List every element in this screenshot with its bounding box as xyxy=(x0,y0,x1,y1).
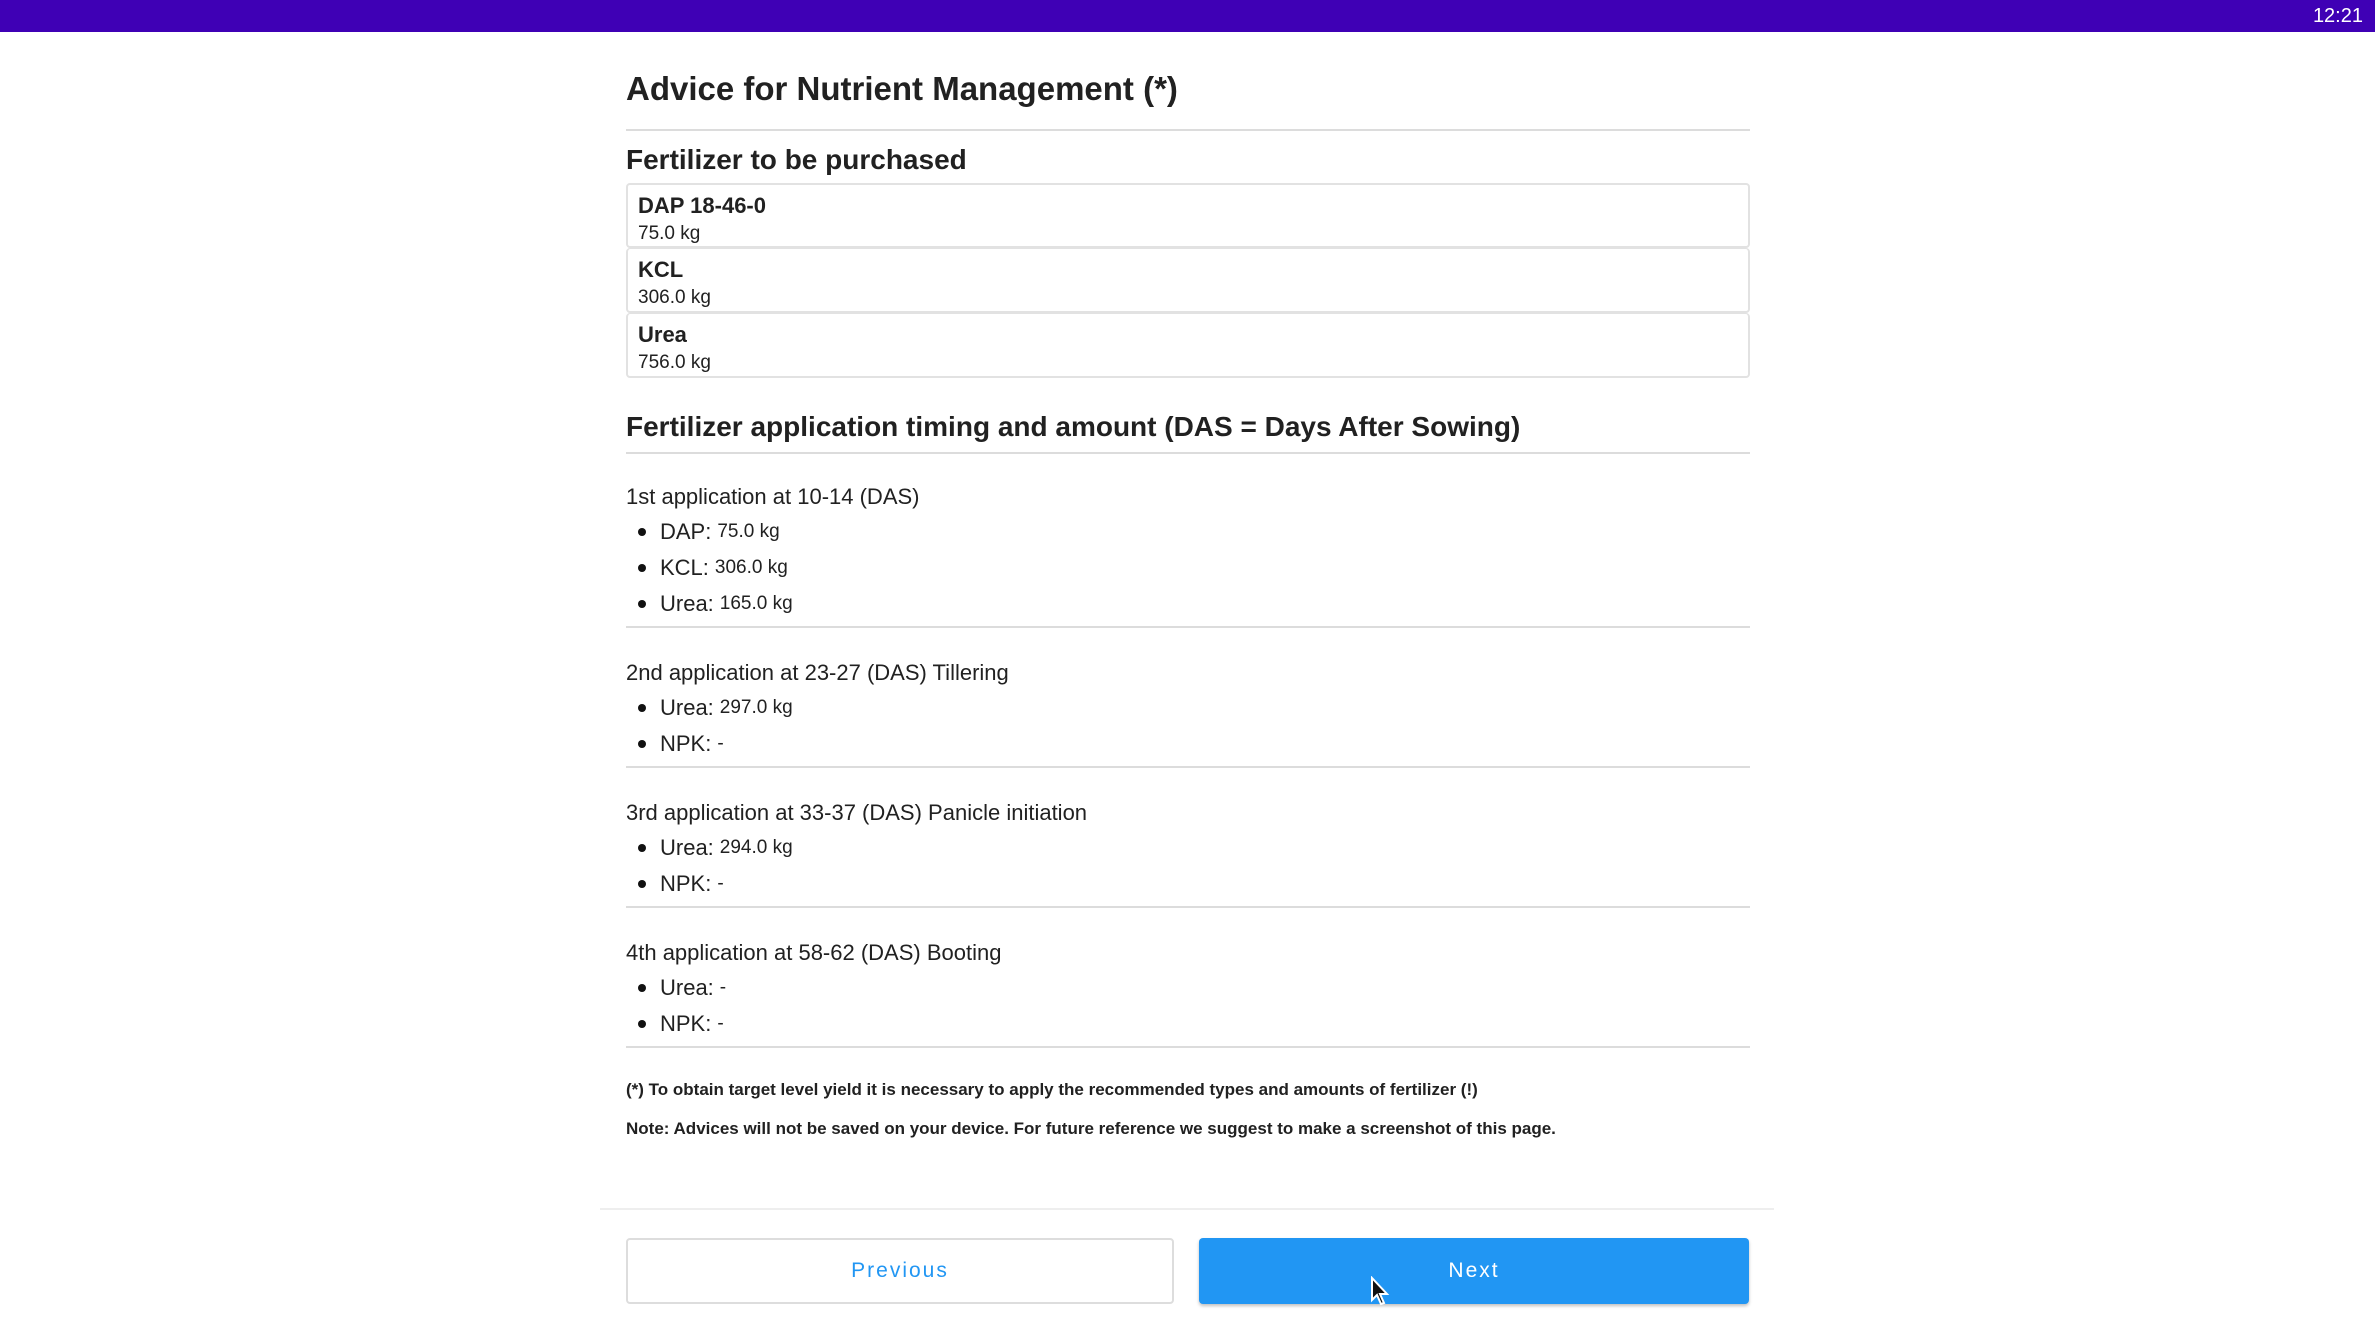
advice-content xyxy=(626,32,1750,1156)
target-yield-note: (*) To obtain target level yield it is necessary to apply the recommended types and amounts of fertilizer (!) xyxy=(626,1080,1478,1099)
application-block-2 xyxy=(626,628,1750,768)
item-label: KCL: xyxy=(660,555,709,580)
item-value: 297.0 kg xyxy=(719,697,793,718)
application-title: 1st application at 10-14 (DAS) xyxy=(626,484,920,509)
item-label: NPK: xyxy=(660,871,712,896)
list-item xyxy=(638,830,1750,866)
application-list xyxy=(626,970,1750,1042)
purchase-item-amount: 306.0 kg xyxy=(638,287,711,308)
bullet-icon xyxy=(638,740,646,748)
application-list xyxy=(626,830,1750,902)
purchase-item-urea xyxy=(626,313,1750,378)
bullet-icon xyxy=(638,880,646,888)
bullet-icon xyxy=(638,844,646,852)
item-label: Urea: xyxy=(660,975,714,1000)
item-label: Urea: xyxy=(660,591,714,616)
next-button[interactable]: Next xyxy=(1199,1238,1749,1304)
item-value: - xyxy=(717,873,724,894)
timing-section-title: Fertilizer application timing and amount (DAS = Days After Sowing) xyxy=(626,406,1750,454)
list-item xyxy=(638,1006,1750,1042)
bullet-icon xyxy=(638,984,646,992)
list-item xyxy=(638,726,1750,762)
item-value: 294.0 kg xyxy=(719,837,793,858)
list-item xyxy=(638,970,1750,1006)
list-item xyxy=(638,690,1750,726)
application-title: 4th application at 58-62 (DAS) Booting xyxy=(626,940,1002,965)
status-bar xyxy=(0,0,2375,32)
item-value: - xyxy=(719,977,727,998)
purchase-item-dap xyxy=(626,183,1750,248)
application-title: 3rd application at 33-37 (DAS) Panicle initiation xyxy=(626,800,1088,825)
list-item xyxy=(638,550,1750,586)
item-value: - xyxy=(717,1013,724,1034)
item-label: Urea: xyxy=(660,835,714,860)
item-label: NPK: xyxy=(660,1011,712,1036)
application-list xyxy=(626,690,1750,762)
item-value: - xyxy=(717,733,724,754)
save-note: Note: Advices will not be saved on your device. For future reference we suggest to make a screenshot of this page. xyxy=(626,1119,1556,1138)
purchase-item-amount: 756.0 kg xyxy=(638,352,711,373)
item-label: DAP: xyxy=(660,519,712,544)
status-time: 12:21 xyxy=(2312,5,2363,27)
application-list xyxy=(626,514,1750,622)
bullet-icon xyxy=(638,564,646,572)
item-value: 306.0 kg xyxy=(714,557,788,578)
purchase-item-kcl xyxy=(626,248,1750,313)
application-block-4 xyxy=(626,908,1750,1048)
purchase-item-name: Urea xyxy=(638,322,687,347)
notes xyxy=(626,1078,1750,1141)
item-label: NPK: xyxy=(660,731,712,756)
list-item xyxy=(638,866,1750,902)
bullet-icon xyxy=(638,1020,646,1028)
previous-button[interactable]: Previous xyxy=(626,1238,1174,1304)
item-value: 75.0 kg xyxy=(717,521,780,542)
page-title: Advice for Nutrient Management (*) xyxy=(626,59,1750,131)
bullet-icon xyxy=(638,528,646,536)
application-block-3 xyxy=(626,768,1750,908)
bullet-icon xyxy=(638,600,646,608)
purchase-item-name: KCL xyxy=(638,257,684,282)
purchase-item-name: DAP 18-46-0 xyxy=(638,193,766,218)
application-title: 2nd application at 23-27 (DAS) Tillering xyxy=(626,660,1009,685)
purchase-section-title: Fertilizer to be purchased xyxy=(626,144,967,175)
list-item xyxy=(638,586,1750,622)
purchase-item-amount: 75.0 kg xyxy=(638,223,701,244)
application-block-1 xyxy=(626,454,1750,628)
mouse-pointer-icon xyxy=(1370,1276,1390,1306)
list-item xyxy=(638,514,1750,550)
bullet-icon xyxy=(638,704,646,712)
purchase-list xyxy=(626,183,1750,378)
item-label: Urea: xyxy=(660,695,714,720)
footer-divider xyxy=(600,1208,1774,1210)
item-value: 165.0 kg xyxy=(719,593,793,614)
